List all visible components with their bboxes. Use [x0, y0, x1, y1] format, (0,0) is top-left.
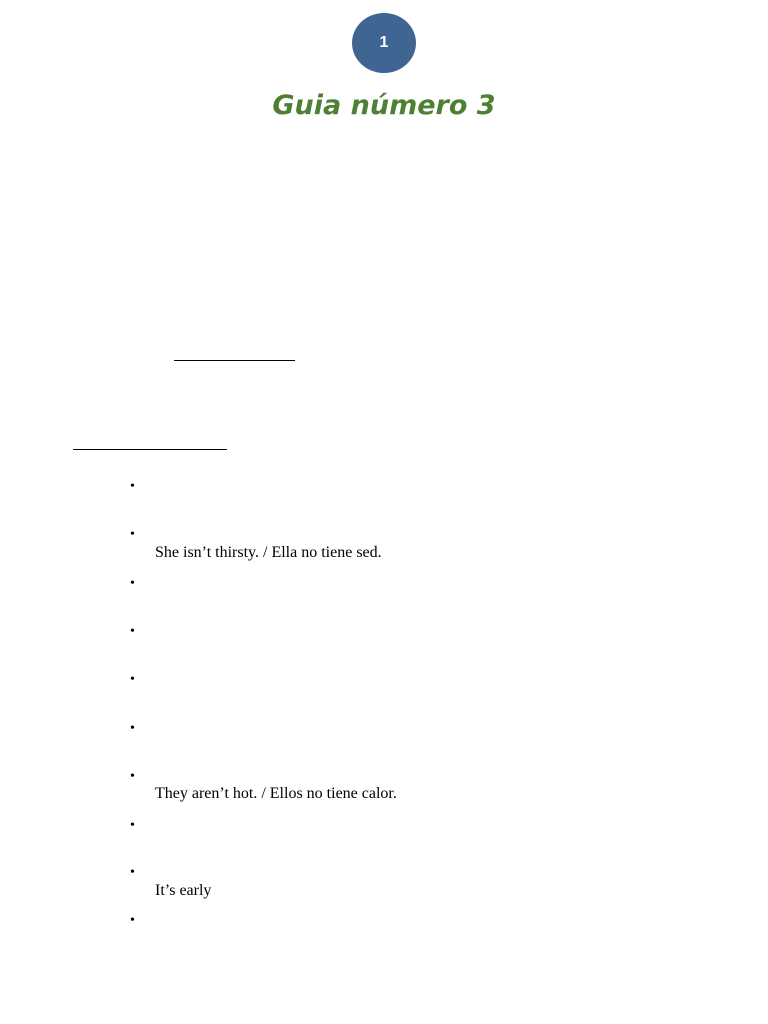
list-item-text: They aren’t hot. / Ellos no tiene calor. — [155, 785, 397, 802]
bullet-icon: • — [130, 818, 135, 833]
bullet-icon: • — [130, 672, 135, 687]
blank-answer-line — [73, 449, 227, 450]
bullet-icon: • — [130, 913, 135, 928]
bullet-icon: • — [130, 527, 135, 542]
bullet-icon: • — [130, 624, 135, 639]
bullet-icon: • — [130, 865, 135, 880]
list-item-text: It’s early — [155, 882, 212, 899]
document-title: Guia número 3 — [272, 90, 496, 121]
blank-answer-line — [174, 360, 295, 361]
list-item-text: She isn’t thirsty. / Ella no tiene sed. — [155, 544, 382, 561]
bullet-icon: • — [130, 479, 135, 494]
bullet-icon: • — [130, 721, 135, 736]
page-number: 1 — [379, 34, 389, 51]
bullet-icon: • — [130, 769, 135, 784]
page-number-badge — [352, 13, 416, 73]
bullet-icon: • — [130, 576, 135, 591]
